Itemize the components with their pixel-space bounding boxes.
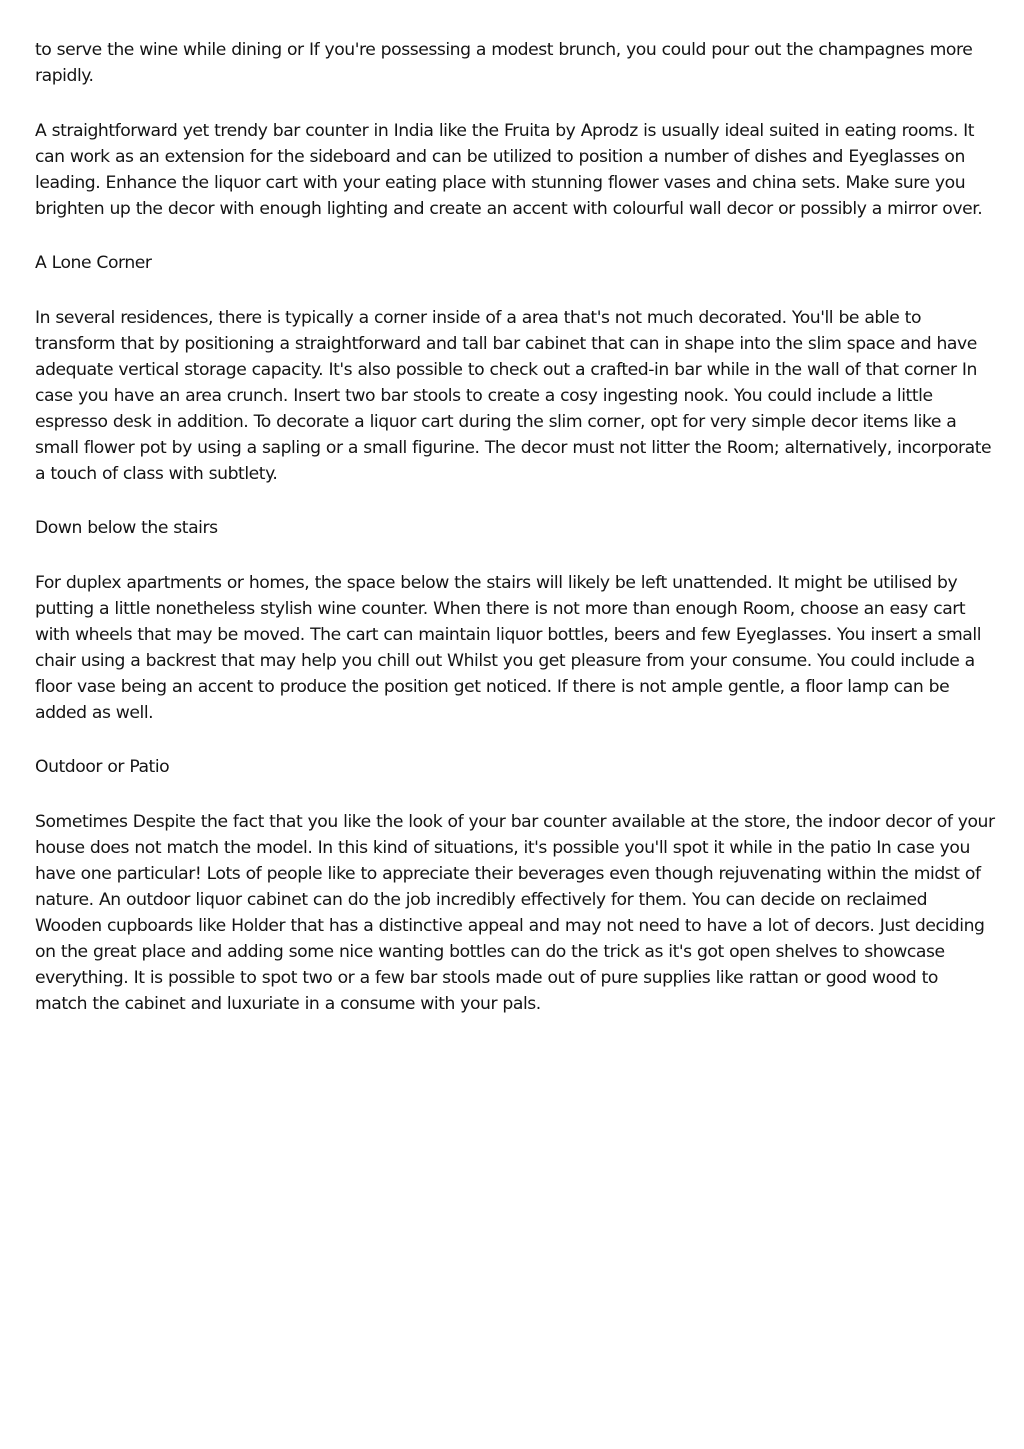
paragraph-intro-continuation: to serve the wine while dining or If you're possessing a modest brunch, you could pour out the champagnes more rapidly. [35, 40, 973, 86]
paragraph-outdoor-patio: Sometimes Despite the fact that you like the look of your bar counter available at the store, the indoor decor of your house does not match the model. In this kind of situations, it's possible you'll spot it while in the patio In case you have one particular! Lots of people like to appreciate their beverages even though rejuvenating within the midst of nature. An outdoor liquor cabinet can do the job incredibly effectively for them. You can decide on reclaimed Wooden cupboards like Holder that has a distinctive appeal and may not need to have a lot of decors. Just deciding on the great place and adding some nice wanting bottles can do the trick as it's got open shelves to showcase everything. It is possible to spot two or a few bar stools made out of pure supplies like rattan or good wood to match the cabinet and luxuriate in a consume with your pals. [35, 811, 995, 1014]
paragraph-lone-corner: In several residences, there is typically a corner inside of a area that's not much decorated. You'll be able to transform that by positioning a straightforward and tall bar cabinet that can in shape into the slim space and have adequate vertical storage capacity. It's also possible to check out a crafted-in bar while in the wall of that corner In case you have an area crunch. Insert two bar stools to create a cosy ingesting nook. You could include a little espresso desk in addition. To decorate a liquor cart during the slim corner, opt for very simple decor items like a small flower pot by using a sapling or a small figurine. The decor must not litter the Room; alternatively, incorporate a touch of class with subtlety. [35, 307, 992, 484]
section-heading-lone-corner: A Lone Corner [35, 253, 152, 273]
section-heading-outdoor-patio: Outdoor or Patio [35, 757, 170, 777]
section-heading-below-stairs: Down below the stairs [35, 518, 218, 538]
document-body [35, 37, 995, 1045]
paragraph-below-stairs: For duplex apartments or homes, the space below the stairs will likely be left unattended. It might be utilised by putting a little nonetheless stylish wine counter. When there is not more than enough Room, choose an easy cart with wheels that may be moved. The cart can maintain liquor bottles, beers and few Eyeglasses. You insert a small chair using a backrest that may help you chill out Whilst you get pleasure from your consume. You could include a floor vase being an accent to produce the position get noticed. If there is not ample gentle, a floor lamp can be added as well. [35, 572, 982, 723]
paragraph-bar-counter-dining: A straightforward yet trendy bar counter in India like the Fruita by Aprodz is usually ideal suited in eating rooms. It can work as an extension for the sideboard and can be utilized to position a number of dishes and Eyeglasses on leading. Enhance the liquor cart with your eating place with stunning flower vases and china sets. Make sure you brighten up the decor with enough lighting and create an accent with colourful wall decor or possibly a mirror over. [35, 120, 983, 219]
